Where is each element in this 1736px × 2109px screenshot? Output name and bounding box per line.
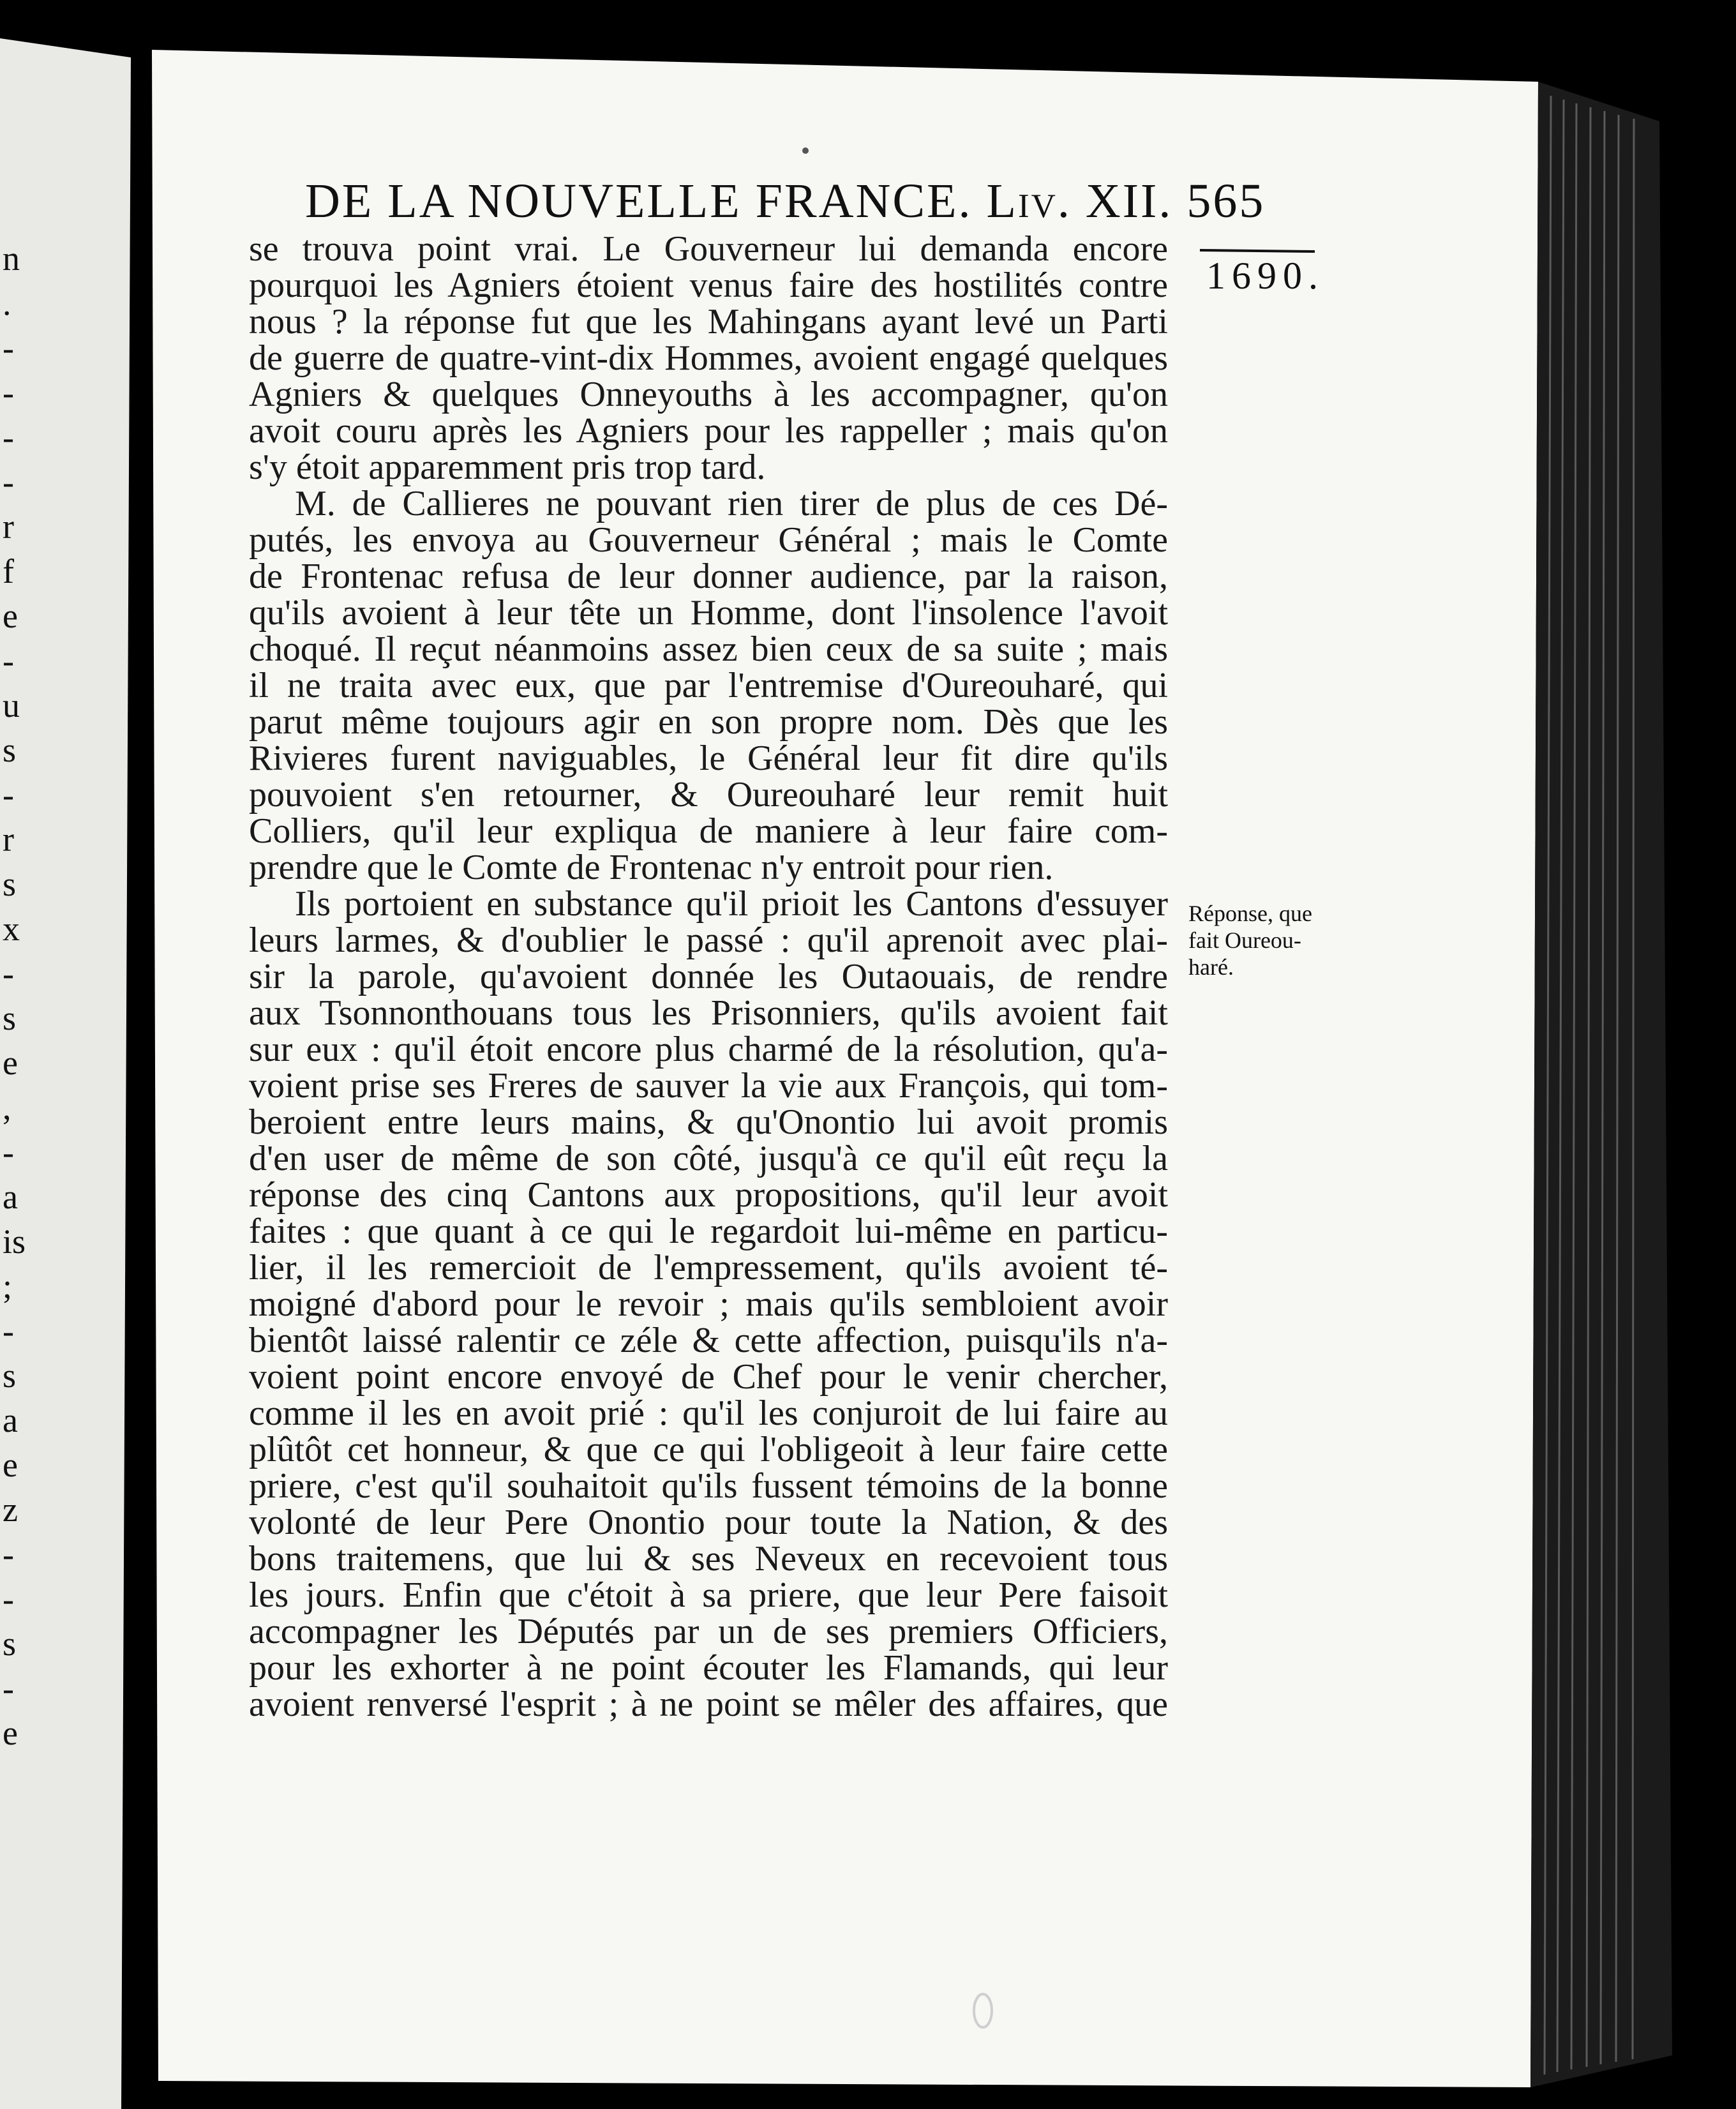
text-line: priere, c'est qu'il souhaitoit qu'ils fussent témoins de la bonne bbox=[249, 1466, 1168, 1506]
text-line: comme il les en avoit prié : qu'il les conjuroit de lui faire au bbox=[249, 1393, 1168, 1433]
page-number: 565 bbox=[1186, 174, 1266, 228]
left-page-fragment: is bbox=[3, 1222, 26, 1261]
left-page-fragment: s bbox=[3, 865, 17, 903]
left-page-fragment: a bbox=[3, 1178, 18, 1216]
left-page-fragment: . bbox=[3, 284, 11, 322]
text-line: parut même toujours agir en son propre nom. Dès que les bbox=[249, 702, 1168, 742]
left-page-fragment: , bbox=[3, 1088, 11, 1127]
left-page-fragment: s bbox=[3, 731, 17, 769]
left-page-fragment: s bbox=[3, 999, 17, 1037]
text-line: beroient entre leurs mains, & qu'Onontio lui avoit promis bbox=[249, 1102, 1168, 1142]
margin-year: 1690. bbox=[1206, 255, 1324, 297]
text-line: aux Tsonnonthouans tous les Prisonniers, qu'ils avoient fait bbox=[249, 993, 1168, 1033]
left-page-fragment: - bbox=[3, 1133, 14, 1171]
left-page-fragment: s bbox=[3, 1625, 17, 1663]
text-line: pour les exhorter à ne point écouter les Flamands, qui leur bbox=[249, 1648, 1168, 1688]
left-page-fragment: - bbox=[3, 373, 14, 412]
text-line: volonté de leur Pere Onontio pour toute la Nation, & des bbox=[249, 1503, 1168, 1542]
text-line: leurs larmes, & d'oublier le passé : qu'il aprenoit avec plai- bbox=[249, 920, 1168, 960]
text-line: choqué. Il reçut néanmoins assez bien ceux de sa suite ; mais bbox=[249, 629, 1168, 669]
text-line: Ils portoient en substance qu'il prioit les Cantons d'essuyer bbox=[295, 884, 1168, 924]
left-page-fragment: a bbox=[3, 1401, 18, 1439]
left-page-fragment: e bbox=[3, 1446, 18, 1484]
left-page-fragment: s bbox=[3, 1356, 17, 1395]
left-page-fragment: z bbox=[3, 1490, 18, 1529]
left-page-fragment: - bbox=[3, 954, 14, 993]
text-line: moigné d'abord pour le revoir ; mais qu'ils sembloient avoir bbox=[249, 1284, 1168, 1324]
left-page-fragment: e bbox=[3, 1714, 18, 1752]
left-page-fragment: u bbox=[3, 686, 20, 724]
left-page-fragment: x bbox=[3, 910, 20, 948]
text-line: faites : que quant à ce qui le regardoit lui-même en particu- bbox=[249, 1212, 1168, 1251]
margin-note-line: haré. bbox=[1188, 954, 1234, 980]
left-page-fragment: r bbox=[3, 507, 14, 546]
text-line: voient point encore envoyé de Chef pour le venir chercher, bbox=[249, 1357, 1168, 1397]
left-page-fragment: - bbox=[3, 463, 14, 501]
text-line: pouvoient s'en retourner, & Oureouharé leur remit huit bbox=[249, 775, 1168, 814]
left-page-fragment: - bbox=[3, 329, 14, 367]
left-page-fragment: - bbox=[3, 1580, 14, 1618]
left-page-fragment: - bbox=[3, 1535, 14, 1573]
running-title: DE LA NOUVELLE FRANCE. bbox=[305, 174, 973, 228]
text-line: avoient renversé l'esprit ; à ne point se mêler des affaires, que bbox=[249, 1685, 1168, 1724]
text-line: de Frontenac refusa de leur donner audience, par la raison, bbox=[249, 557, 1168, 596]
show-through-note-1 bbox=[1210, 677, 1215, 703]
left-page-fragment: ; bbox=[3, 1267, 13, 1305]
margin-note-line: Réponse, que bbox=[1188, 901, 1312, 926]
text-line: pourquoi les Agniers étoient venus faire des hostilités contre bbox=[249, 266, 1168, 305]
text-line: réponse des cinq Cantons aux propositions, qu'il leur avoit bbox=[249, 1175, 1168, 1215]
left-page-fragment: f bbox=[3, 552, 14, 590]
left-page-fragment: r bbox=[3, 820, 14, 859]
text-line: d'en user de même de son côté, jusqu'à ce qu'il eût reçu la bbox=[249, 1139, 1168, 1178]
text-line: de guerre de quatre-vint-dix Hommes, avoient engagé quelques bbox=[249, 338, 1168, 378]
text-line: sur eux : qu'il étoit encore plus charmé de la résolution, qu'a- bbox=[249, 1030, 1168, 1069]
text-line: M. de Callieres ne pouvant rien tirer de plus de ces Dé- bbox=[295, 484, 1168, 523]
text-line: voient prise ses Freres de sauver la vie aux François, qui tom- bbox=[249, 1066, 1168, 1106]
text-line: sir la parole, qu'avoient donnée les Outaouais, de rendre bbox=[249, 957, 1168, 996]
text-line: se trouva point vrai. Le Gouverneur lui demanda encore bbox=[249, 229, 1168, 269]
text-line: qu'ils avoient à leur tête un Homme, dont l'insolence l'avoit bbox=[249, 593, 1168, 633]
left-page-fragment: - bbox=[3, 1669, 14, 1707]
body-text bbox=[249, 231, 1168, 1723]
text-line: Colliers, qu'il leur expliqua de maniere à leur faire com- bbox=[249, 811, 1168, 851]
text-line: avoit couru après les Agniers pour les rappeller ; mais qu'on bbox=[249, 411, 1168, 451]
text-line: putés, les envoya au Gouverneur Général ; mais le Comte bbox=[249, 520, 1168, 560]
text-line: accompagner les Députés par un de ses premiers Officiers, bbox=[249, 1612, 1168, 1651]
margin-note-line: fait Oureou- bbox=[1188, 927, 1301, 953]
text-line: nous ? la réponse fut que les Mahingans ayant levé un Parti bbox=[249, 302, 1168, 341]
text-line: Rivieres furent naviguables, le Général leur fit dire qu'ils bbox=[249, 739, 1168, 778]
text-line: prendre que le Comte de Frontenac n'y entroit pour rien. bbox=[249, 848, 1054, 887]
text-line: plûtôt cet honneur, & que ce qui l'obligeoit à leur faire cette bbox=[249, 1430, 1168, 1469]
left-page-margin-fragments bbox=[3, 236, 26, 1755]
left-page-fragment: e bbox=[3, 1044, 18, 1082]
left-page-fragment: - bbox=[3, 776, 14, 814]
text-line: s'y étoit apparemment pris trop tard. bbox=[249, 447, 766, 487]
left-page-fragment: e bbox=[3, 597, 18, 635]
running-header bbox=[305, 174, 1265, 229]
text-line: lier, il les remercioit de l'empressement, qu'ils avoient té- bbox=[249, 1248, 1168, 1287]
left-page-fragment: - bbox=[3, 1312, 14, 1350]
text-line: Agniers & quelques Onneyouths à les accompagner, qu'on bbox=[249, 375, 1168, 414]
left-page-fragment: - bbox=[3, 642, 14, 680]
text-line: bientôt laissé ralentir ce zéle & cette affection, puisqu'ils n'a- bbox=[249, 1321, 1168, 1360]
margin-note bbox=[1188, 900, 1312, 980]
book-number: Liv. XII. bbox=[986, 174, 1173, 228]
text-line: il ne traita avec eux, que par l'entremise d'Oureouharé, qui bbox=[249, 666, 1168, 705]
text-line: bons traitemens, que lui & ses Neveux en recevoient tous bbox=[249, 1539, 1168, 1579]
text-line: les jours. Enfin que c'étoit à sa priere, que leur Pere faisoit bbox=[249, 1575, 1168, 1615]
left-page-fragment: - bbox=[3, 418, 14, 456]
left-page-fragment: n bbox=[3, 239, 20, 278]
